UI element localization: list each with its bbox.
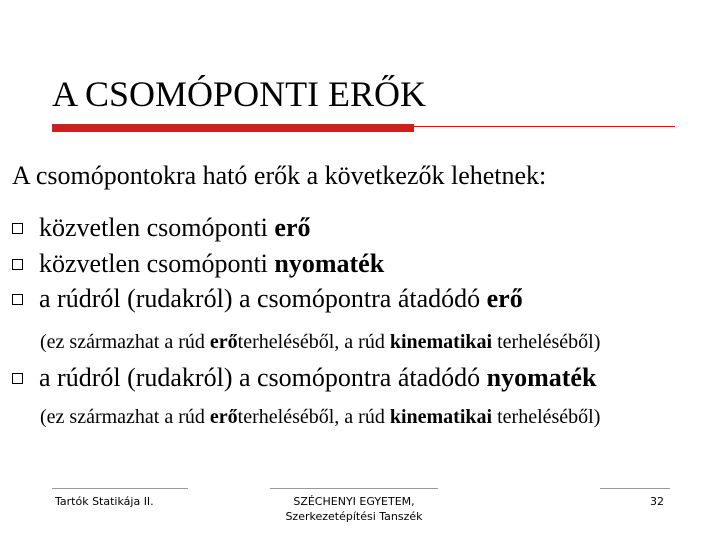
square-bullet-icon: [12, 294, 23, 305]
footer-rule: [600, 488, 670, 489]
bullet-note: (ez származhat a rúd erőterheléséből, a rúd kinematikai terheléséből): [40, 331, 601, 353]
title-underline-bar: [52, 124, 414, 132]
intro-text: A csomópontokra ható erők a következők lehetnek:: [12, 161, 547, 190]
bullet-item: a rúdról (rudakról) a csomópontra átadódó erő: [12, 284, 523, 314]
slide-title: A CSOMÓPONTI ERŐK: [52, 74, 427, 114]
bullet-item: közvetlen csomóponti erő: [12, 213, 311, 243]
footer-course-title: Tartók Statikája II.: [55, 495, 154, 508]
footer-page-number: 32: [650, 495, 664, 508]
bullet-note: (ez származhat a rúd erőterheléséből, a rúd kinematikai terheléséből): [40, 406, 601, 428]
footer-rule: [52, 488, 188, 489]
square-bullet-icon: [12, 223, 23, 234]
footer-institution: SZÉCHENYI EGYETEM, Szerkezetépítési Tanszék: [285, 495, 423, 523]
bullet-item: a rúdról (rudakról) a csomópontra átadódó nyomaték: [12, 363, 596, 393]
bullet-item: közvetlen csomóponti nyomaték: [12, 249, 384, 279]
footer-rule: [270, 488, 438, 489]
title-underline-line: [414, 126, 675, 127]
square-bullet-icon: [12, 259, 23, 270]
square-bullet-icon: [12, 373, 23, 384]
